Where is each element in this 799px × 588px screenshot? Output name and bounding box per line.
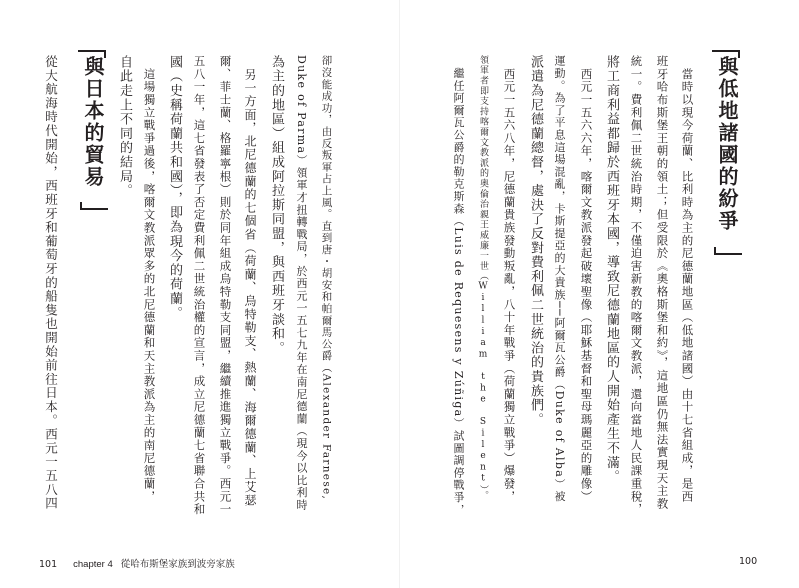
heading-bracket-bottom [714,247,742,255]
left-col-6: 爾、菲士蘭、格羅寧根）則於同年組成烏特勒支同盟，繼續推進獨立戰爭。西元一 [218,55,233,516]
heading-bracket-top [712,50,740,58]
left-page-number: 101 [39,559,58,570]
right-col-7: 派遣為尼德蘭總督，處決了反對費利佩二世統治的貴族們。 [528,55,543,427]
right-col-10: 繼任阿爾瓦公爵的勒克斯森（Luis de Requesens y Zúñiga）試圖調停戰爭， [452,55,465,516]
left-col-1: 從大航海時代開始，西班牙和葡萄牙的船隻也開始前往日本。西元一五八四 [43,55,59,511]
left-footer [39,556,235,570]
chapter-title: 從哈布斯堡家族到波旁家族 [120,559,235,570]
left-heading-text: 與日本的貿易 [81,56,105,188]
right-col-5: 西元一五六六年，喀爾文教派發起破壞聖像（耶穌基督和聖母瑪麗亞的雕像） [579,55,594,503]
heading-bracket-top [78,50,106,58]
right-col-8: 西元一五六八年，尼德蘭貴族發動叛亂，八十年戰爭（荷蘭獨立戰爭）爆發， [502,55,517,503]
left-col-8: 為主的地區）組成阿拉斯同盟，與西班牙談和。 [269,55,284,356]
left-col-10: 卻沒能成功，由反叛軍占上風。直到唐・胡安和帕爾馬公爵（Alexander Farnese, [320,55,333,501]
right-col-6: 運動。為了平息這場混亂，卡斯提亞的大貴族──阿爾瓦公爵（Duke of Alba）被 [553,55,566,503]
left-col-2: 自此走上不同的結局。 [117,55,132,198]
right-col-3: 統一。費利佩二世統治時期，不僅迫害新教的喀爾文教派，還向當地人民課重稅， [629,55,644,516]
right-col-4: 將工商利益都歸於西班牙本國，導致尼德蘭地區的人開始產生不滿。 [604,55,619,484]
left-col-3: 這場獨立戰爭過後，喀爾文教派眾多的北尼德蘭和天主教派為主的南尼德蘭， [142,55,157,503]
left-section-heading [78,50,108,210]
left-col-9: Duke of Parma）領軍才扭轉戰局，於西元一五七九年在南尼德蘭（現今以比利時 [295,55,308,512]
right-section-heading [712,50,742,255]
right-heading-text: 與低地諸國的紛爭 [715,56,739,232]
chapter-label: chapter 4 [73,559,113,570]
left-col-4: 國（史稱荷蘭共和國），即為現今的荷蘭。 [167,55,182,321]
right-page-number: 100 [739,556,758,567]
right-col-1: 當時以現今荷蘭、比利時為主的尼德蘭地區（低地諸國）由十七省組成，是西 [680,55,695,503]
left-col-5: 五八一年，這七省發表了否定費利佩二世統治權的宣言，成立尼德蘭七省聯合共和 [192,55,207,516]
heading-bracket-bottom [80,202,108,210]
gutter-divider [399,0,400,588]
right-col-2: 班牙哈布斯堡王朝的領土；但受限於《奧格斯堡和約》，這地區仍無法實現天主教 [655,55,670,511]
right-col-9: 領軍者即支持喀爾文教派的奧倫治親王威廉一世（William the Silent）。 [478,55,488,502]
left-col-7: 另一方面，北尼德蘭的七個省（荷蘭、烏特勒支、熱蘭、海爾德蘭、上艾瑟 [243,55,257,508]
